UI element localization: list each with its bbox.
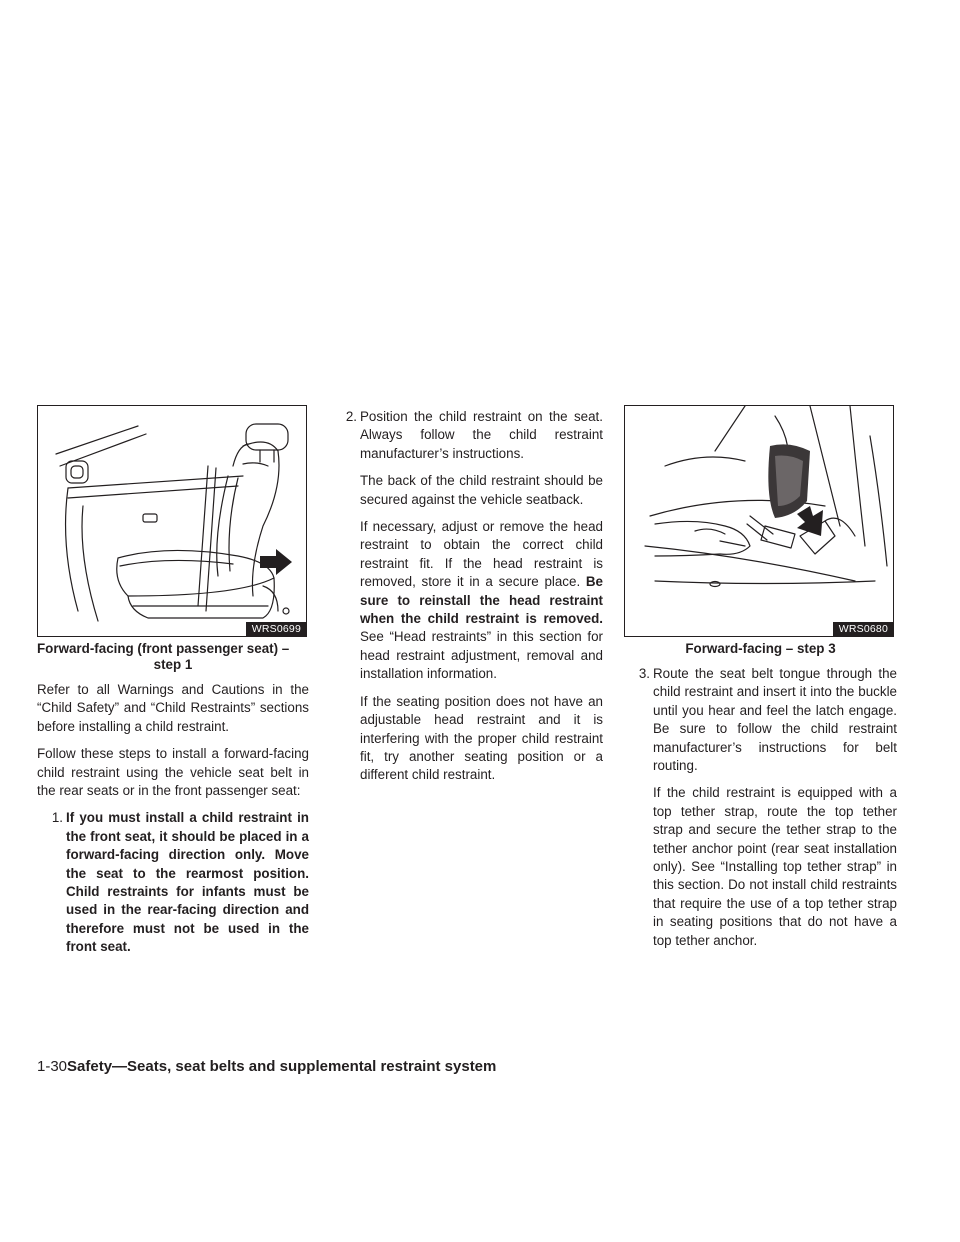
page-number: 1-30 bbox=[37, 1058, 68, 1075]
step-number: 2. bbox=[345, 409, 357, 424]
seat-illustration bbox=[38, 406, 306, 636]
intro-paragraph: Refer to all Warnings and Cautions in the “Child Safety” and “Child Restraints” sections before installing a child restraint. bbox=[37, 682, 309, 734]
direction-arrow-icon bbox=[797, 506, 823, 536]
step-1 bbox=[37, 809, 309, 956]
column-left bbox=[37, 405, 309, 966]
step-number: 1. bbox=[51, 810, 63, 826]
page-footer bbox=[37, 1058, 496, 1076]
column-right bbox=[624, 405, 897, 968]
buckle-illustration bbox=[625, 406, 893, 636]
step-3 bbox=[624, 665, 897, 959]
figure-buckle-insert bbox=[624, 405, 894, 637]
figure-code: WRS0699 bbox=[246, 622, 306, 636]
step-paragraph: If the seating position does not have an adjustable head restraint and it is interfering with the proper child restraint fit, try another seating position or a different child restraint. bbox=[360, 693, 603, 783]
step-paragraph-head-restraint: If necessary, adjust or remove the head restraint to obtain the correct child restraint fit. If the head restraint is removed, store it in a secure place. Be sure to reinstall the head restraint when the child restraint is removed. See “Head restraints” in this section for head restraint adjustment, removal and installation information. bbox=[360, 519, 603, 682]
section-title: Safety—Seats, seat belts and supplemental restraint system bbox=[67, 1058, 497, 1075]
step-paragraph: If the child restraint is equipped with a top tether strap, route the top tether strap and secure the tether strap to the tether anchor point (rear seat installation only). See “Installing top tether strap” in this section. Do not install child restraints that require the use of a top tether strap in seating positions that do not have a top tether anchor. bbox=[653, 785, 897, 948]
direction-arrow-icon bbox=[260, 549, 292, 575]
figure-caption bbox=[37, 641, 309, 673]
instruction-paragraph: Follow these steps to install a forward-facing child restraint using the vehicle seat belt in the rear seats or in the front passenger seat: bbox=[37, 746, 309, 799]
figure-seat-forward-facing bbox=[37, 405, 307, 637]
column-middle bbox=[331, 408, 603, 803]
caption-line-2: step 1 bbox=[153, 657, 193, 672]
step-text: If you must install a child restraint in the front seat, it should be placed in a forward-facing direction only. Move the seat to the rearmost position. Child restraints for infants must be used in the rear-facing direction and therefore must not be used in the front seat. bbox=[66, 810, 309, 955]
warning-text: Be sure to reinstall the head restraint when the child restraint is removed. bbox=[360, 574, 603, 627]
step-2 bbox=[331, 408, 603, 794]
figure-caption: Forward-facing – step 3 bbox=[685, 641, 836, 656]
step-paragraph: The back of the child restraint should be secured against the vehicle seatback. bbox=[360, 473, 603, 507]
caption-line-1: Forward-facing (front passenger seat) – bbox=[37, 641, 290, 656]
step-text: Position the child restraint on the seat. Always follow the child restraint manufacturer’s instructions. bbox=[360, 409, 603, 461]
step-text: Route the seat belt tongue through the child restraint and insert it into the buckle until you hear and feel the latch engage. Be sure to follow the child restraint manufacturer’s instructions for belt routing. bbox=[653, 666, 897, 774]
step-number: 3. bbox=[638, 666, 650, 681]
figure-code: WRS0680 bbox=[833, 622, 893, 636]
